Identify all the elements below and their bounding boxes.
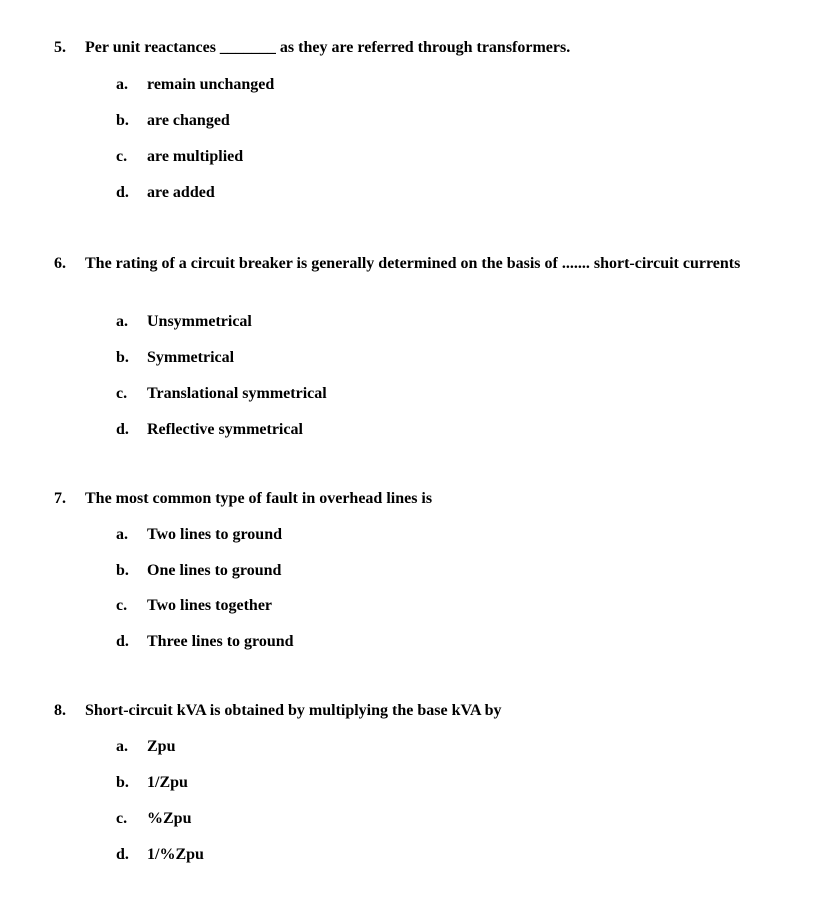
question-7: [0, 489, 816, 509]
option-letter: c.: [116, 597, 128, 614]
question-5: [0, 38, 816, 58]
option-letter: c.: [116, 385, 128, 402]
option-letter: d.: [116, 633, 129, 650]
question-text: Per unit reactances _______ as they are referred through transformers.: [85, 39, 571, 56]
option-text: Zpu: [147, 738, 176, 755]
question-6: [0, 254, 816, 274]
option-text: Two lines to ground: [147, 526, 282, 543]
question-number: 5.: [54, 39, 66, 56]
option-text: are multiplied: [147, 148, 244, 165]
option-text: Translational symmetrical: [147, 385, 327, 402]
option-text: One lines to ground: [147, 562, 282, 579]
option-letter: d.: [116, 184, 129, 201]
option-text: Unsymmetrical: [147, 313, 252, 330]
option-text: Two lines together: [147, 597, 273, 614]
question-number: 8.: [54, 702, 66, 719]
option-text: remain unchanged: [147, 76, 275, 93]
option-letter: b.: [116, 112, 129, 129]
option-text: %Zpu: [147, 810, 192, 827]
option-text: are changed: [147, 112, 230, 129]
question-text: The rating of a circuit breaker is generally determined on the basis of ....... short-circuit currents: [85, 255, 741, 272]
option-letter: a.: [116, 738, 128, 755]
question-text: Short-circuit kVA is obtained by multiplying the base kVA by: [85, 702, 502, 719]
option-letter: c.: [116, 810, 128, 827]
option-text: are added: [147, 184, 215, 201]
option-text: 1/Zpu: [147, 774, 188, 791]
question-number: 7.: [54, 490, 66, 507]
option-text: Three lines to ground: [147, 633, 294, 650]
option-text: 1/%Zpu: [147, 846, 204, 863]
option-letter: b.: [116, 349, 129, 366]
option-letter: b.: [116, 562, 129, 579]
option-letter: c.: [116, 148, 128, 165]
option-letter: b.: [116, 774, 129, 791]
option-letter: d.: [116, 421, 129, 438]
question-8: [0, 701, 816, 721]
question-stem: [0, 701, 816, 721]
option-text: Symmetrical: [147, 349, 235, 366]
option-letter: a.: [116, 526, 128, 543]
question-stem: [0, 254, 816, 274]
question-stem: [0, 489, 816, 509]
option-letter: d.: [116, 846, 129, 863]
option-letter: a.: [116, 313, 128, 330]
question-stem: [0, 38, 816, 58]
option-letter: a.: [116, 76, 128, 93]
option-text: Reflective symmetrical: [147, 421, 303, 438]
question-number: 6.: [54, 255, 66, 272]
question-text: The most common type of fault in overhead lines is: [85, 490, 433, 507]
